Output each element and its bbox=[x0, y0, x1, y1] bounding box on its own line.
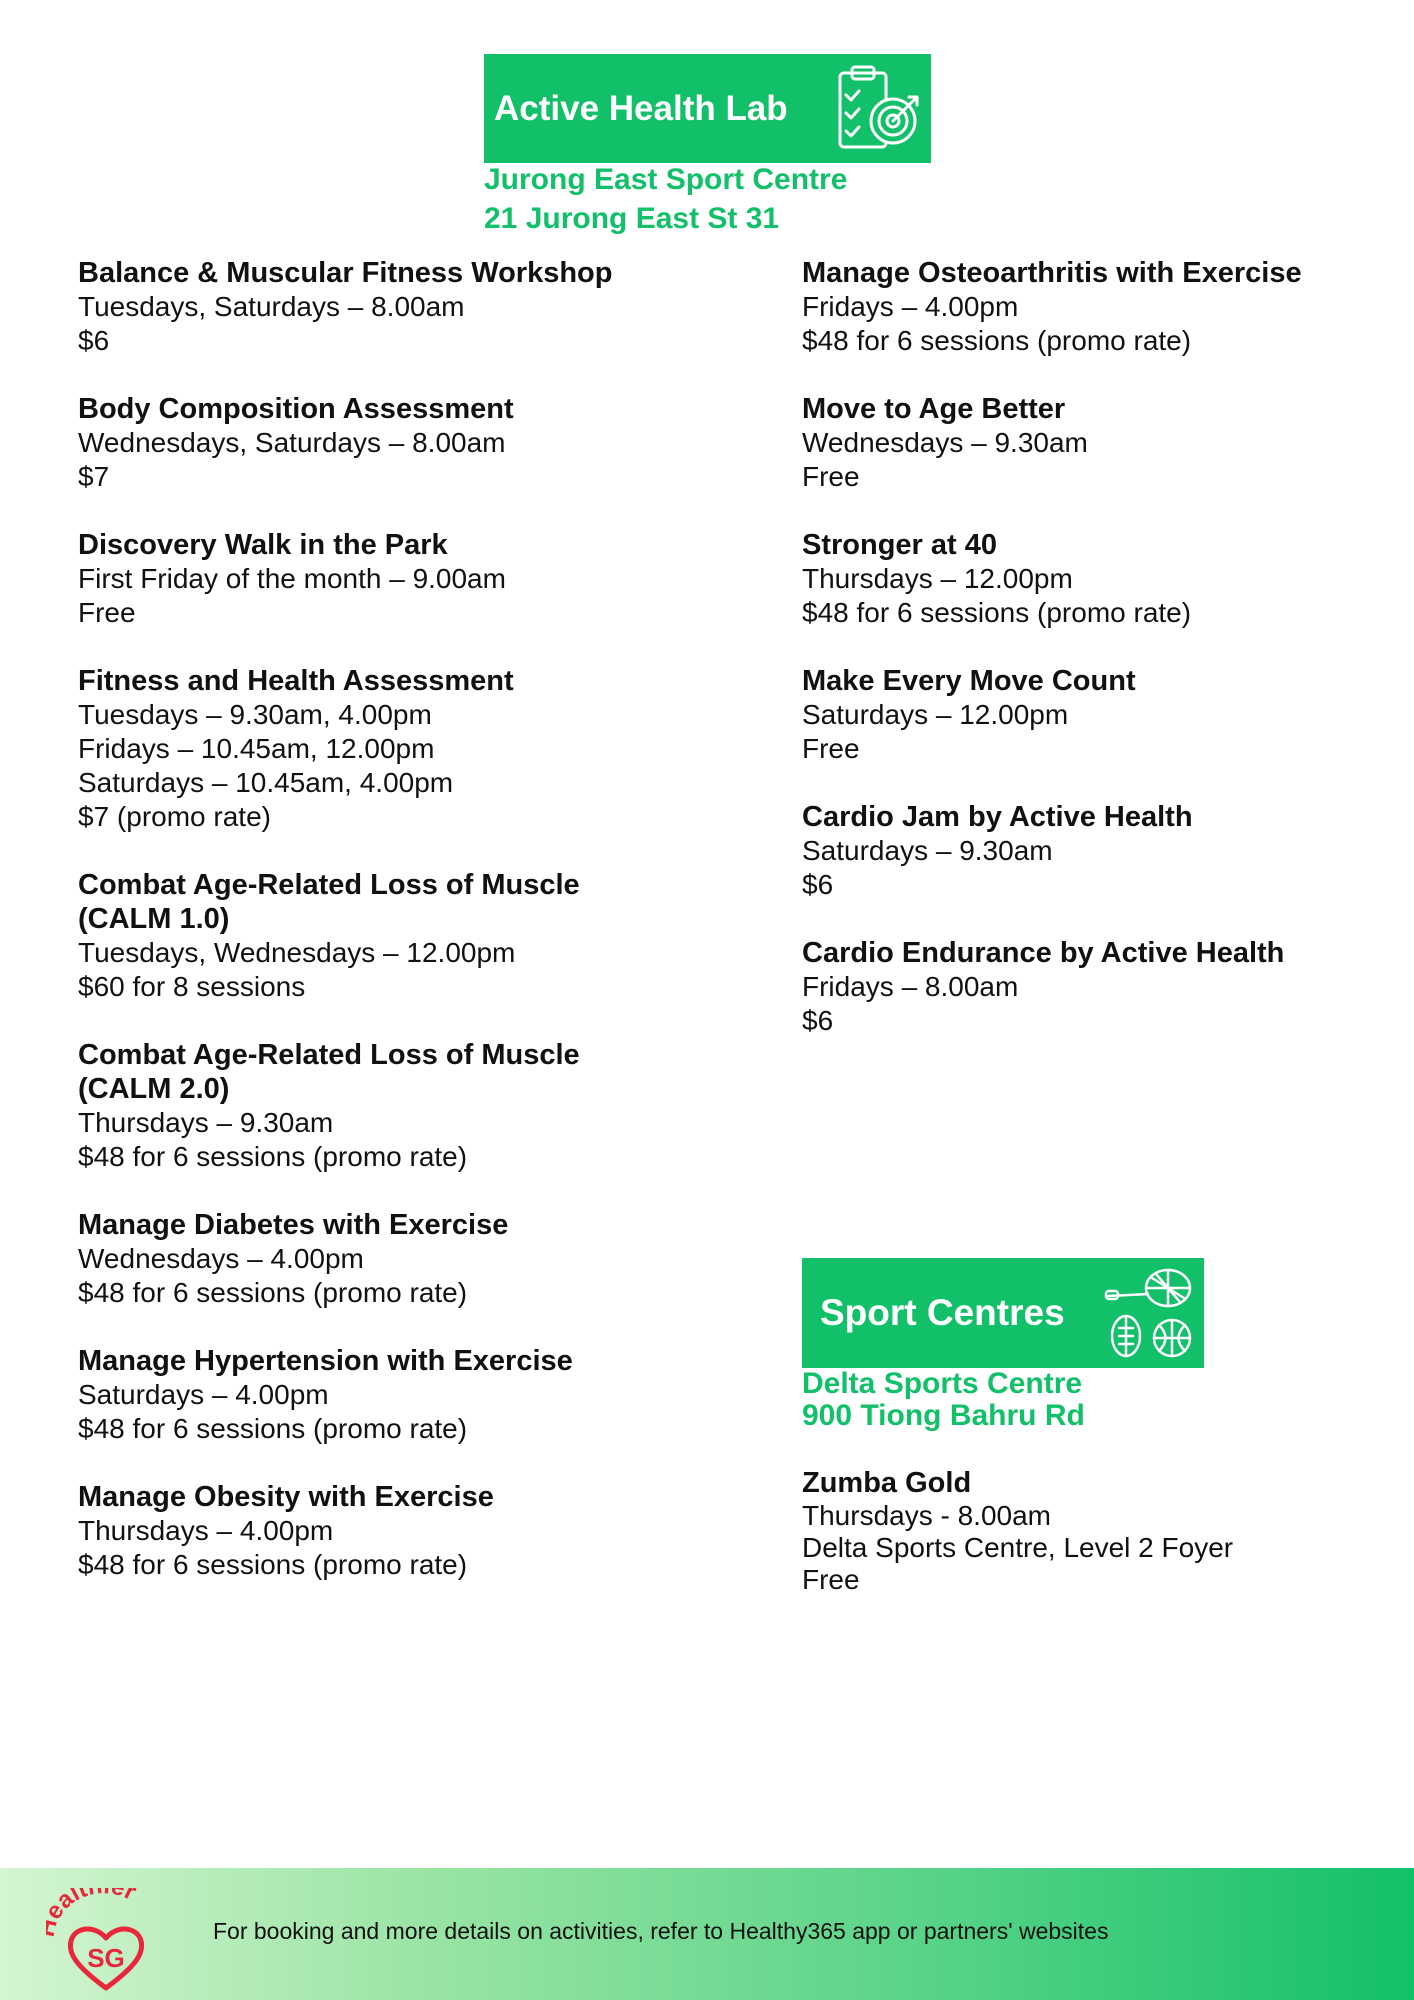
activity-name: Combat Age-Related Loss of Muscle (CALM 1.0) bbox=[78, 869, 580, 935]
activity-schedule: Thursdays – 4.00pm bbox=[78, 1515, 334, 1546]
activity-name: Combat Age-Related Loss of Muscle (CALM 2.0) bbox=[78, 1039, 580, 1105]
booking-info-text: For booking and more details on activities, refer to Healthy365 app or partners' websites bbox=[213, 1918, 1109, 1944]
banner-title: Active Health Lab bbox=[494, 88, 788, 128]
footer bbox=[0, 1868, 1414, 2000]
activity-schedule: Saturdays – 10.45am, 4.00pm bbox=[78, 767, 454, 798]
activity-name: Cardio Endurance by Active Health bbox=[802, 937, 1285, 969]
activity-price: $48 for 6 sessions (promo rate) bbox=[78, 1277, 468, 1308]
activity-name: Balance & Muscular Fitness Workshop bbox=[78, 257, 613, 289]
activity-schedule: Tuesdays, Wednesdays – 12.00pm bbox=[78, 937, 516, 968]
activity-price: Free bbox=[78, 597, 136, 628]
activity-schedule: Wednesdays – 4.00pm bbox=[78, 1243, 364, 1274]
activity-name: Manage Hypertension with Exercise bbox=[78, 1345, 573, 1377]
activity-price: $6 bbox=[802, 1005, 834, 1036]
activity-name: Manage Osteoarthritis with Exercise bbox=[802, 257, 1302, 289]
activity-name: Fitness and Health Assessment bbox=[78, 665, 514, 697]
activity-name: Discovery Walk in the Park bbox=[78, 529, 448, 561]
activity-price: $7 (promo rate) bbox=[78, 801, 271, 832]
logo-bottom-text: SG bbox=[87, 1943, 125, 1973]
activity-price: $7 bbox=[78, 461, 110, 492]
venue-address: 21 Jurong East St 31 bbox=[484, 202, 780, 235]
activity-schedule: Wednesdays – 9.30am bbox=[802, 427, 1088, 458]
activity-item bbox=[802, 800, 1402, 902]
activity-item bbox=[78, 1208, 678, 1310]
activity-name: Manage Diabetes with Exercise bbox=[78, 1209, 509, 1241]
activity-name: Move to Age Better bbox=[802, 393, 1066, 425]
activity-item bbox=[802, 936, 1402, 1038]
activity-schedule: Saturdays – 4.00pm bbox=[78, 1379, 329, 1410]
sport-centres-banner bbox=[802, 1258, 1204, 1368]
activities-left-column bbox=[78, 256, 678, 1616]
activity-item bbox=[78, 664, 678, 834]
activity-price: Free bbox=[802, 1564, 860, 1595]
activity-schedule: Tuesdays, Saturdays – 8.00am bbox=[78, 291, 465, 322]
clipboard-target-icon bbox=[835, 63, 921, 155]
activity-price: $48 for 6 sessions (promo rate) bbox=[78, 1141, 468, 1172]
activity-location: Delta Sports Centre, Level 2 Foyer bbox=[802, 1532, 1234, 1563]
activity-name: Zumba Gold bbox=[802, 1467, 972, 1499]
venue-name: Delta Sports Centre bbox=[802, 1367, 1083, 1400]
activity-schedule: Thursdays – 12.00pm bbox=[802, 563, 1073, 594]
active-health-lab-banner bbox=[484, 54, 931, 163]
activity-name: Manage Obesity with Exercise bbox=[78, 1481, 494, 1513]
activity-schedule: First Friday of the month – 9.00am bbox=[78, 563, 506, 594]
activity-schedule: Fridays – 10.45am, 12.00pm bbox=[78, 733, 435, 764]
activity-schedule: Thursdays - 8.00am bbox=[802, 1500, 1051, 1531]
activity-item bbox=[78, 528, 678, 630]
activity-name: Make Every Move Count bbox=[802, 665, 1136, 697]
activity-price: $48 for 6 sessions (promo rate) bbox=[802, 325, 1192, 356]
healthier-sg-logo bbox=[46, 1888, 176, 1992]
activity-schedule: Saturdays – 12.00pm bbox=[802, 699, 1069, 730]
activity-price: $48 for 6 sessions (promo rate) bbox=[78, 1413, 468, 1444]
activity-schedule: Wednesdays, Saturdays – 8.00am bbox=[78, 427, 506, 458]
activity-schedule: Fridays – 4.00pm bbox=[802, 291, 1019, 322]
activity-price: $48 for 6 sessions (promo rate) bbox=[802, 597, 1192, 628]
activity-schedule: Saturdays – 9.30am bbox=[802, 835, 1053, 866]
banner-title: Sport Centres bbox=[820, 1292, 1065, 1333]
activity-price: Free bbox=[802, 461, 860, 492]
venue-address: 900 Tiong Bahru Rd bbox=[802, 1399, 1085, 1432]
activity-schedule: Tuesdays – 9.30am, 4.00pm bbox=[78, 699, 432, 730]
activity-name: Cardio Jam by Active Health bbox=[802, 801, 1193, 833]
activity-price: Free bbox=[802, 733, 860, 764]
activity-price: $48 for 6 sessions (promo rate) bbox=[78, 1549, 468, 1580]
activity-item bbox=[78, 1038, 678, 1174]
sport-centre-venue-info bbox=[802, 1368, 1085, 1432]
activity-name: Stronger at 40 bbox=[802, 529, 997, 561]
activity-item bbox=[78, 1480, 678, 1582]
activity-price: $60 for 8 sessions bbox=[78, 971, 306, 1002]
activity-item bbox=[802, 528, 1402, 630]
sports-balls-icon bbox=[1104, 1266, 1196, 1360]
activity-schedule: Thursdays – 9.30am bbox=[78, 1107, 334, 1138]
activity-item bbox=[78, 256, 678, 358]
activity-item bbox=[78, 1344, 678, 1446]
activity-price: $6 bbox=[802, 869, 834, 900]
activity-name: Body Composition Assessment bbox=[78, 393, 514, 425]
activity-item bbox=[78, 868, 678, 1004]
venue-info bbox=[484, 160, 847, 238]
activities-right-column bbox=[802, 256, 1402, 1072]
zumba-activity bbox=[802, 1466, 1362, 1596]
logo-top-text: alt r bbox=[51, 1888, 141, 1915]
activity-item bbox=[802, 392, 1402, 494]
activity-item bbox=[802, 256, 1402, 358]
activity-price: $6 bbox=[78, 325, 110, 356]
activity-schedule: Fridays – 8.00am bbox=[802, 971, 1019, 1002]
activity-item bbox=[78, 392, 678, 494]
activity-item bbox=[802, 664, 1402, 766]
venue-name: Jurong East Sport Centre bbox=[484, 163, 848, 196]
